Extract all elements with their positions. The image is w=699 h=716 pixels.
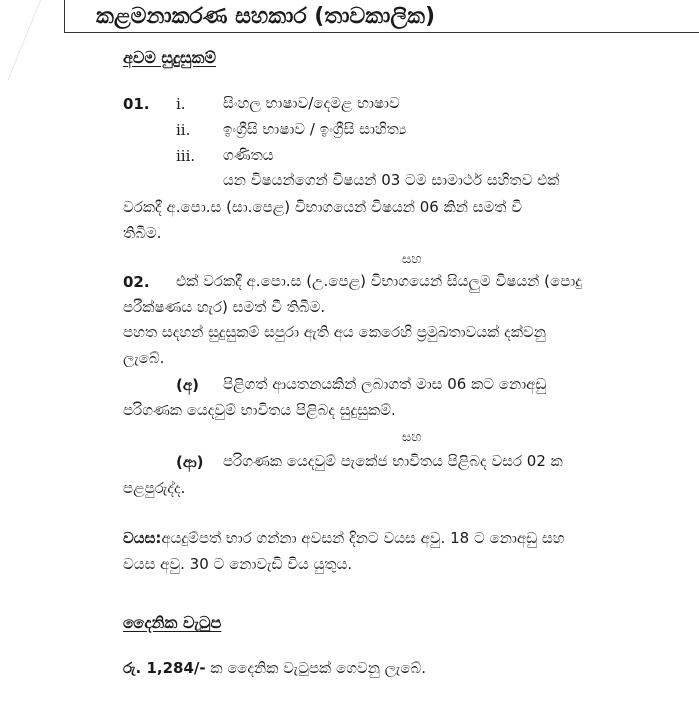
subject-roman-3: iii. <box>176 147 196 165</box>
item-02-line-1: එක් වරකදී අ.පො.ස (උ.පෙළ) විභාගයෙන් සියලුම විෂයන් (පොදු <box>176 272 582 290</box>
daily-wage-text: ක දෛනික වැටුපක් ගෙවනු ලැබේ. <box>210 659 427 677</box>
page-fold-mark <box>0 0 41 80</box>
page-title: කළමනාකරණ සහකාර (තාවකාලික) <box>96 4 436 29</box>
age-text: අයදුම්පත් භාර ගන්නා අවසන් දිනට වයස අවු. 18 ට නොඅඩු සහ <box>161 529 565 547</box>
option-aa-line-1: පරිගණක යෙදවුම් පැකේජ භාවිතය පිළිබද වසර 02 ක <box>223 452 563 470</box>
and-separator-1: සහ <box>402 252 422 267</box>
min-qualifications-heading: අවම සුදුසුකම් <box>123 48 217 67</box>
option-aa-label: (ආ) <box>176 453 204 471</box>
option-a-line-1: පිළිගත් ආයතනයකින් ලබාගත් මාස 06 කට නොඅඩු <box>223 375 547 393</box>
item-01-number: 01. <box>123 95 150 113</box>
option-a-label: (අ) <box>176 376 199 394</box>
item-01-para-line-3: තිබීම. <box>123 224 162 242</box>
subject-roman-1: i. <box>176 95 186 113</box>
item-01-para-line-1: යන විෂයන්ගෙන් විෂයන් 03 ටම සාමාර්ථ සහිතව එක් <box>223 171 560 189</box>
subject-text-2: ඉංග්‍රීසි භාෂාව / ඉංග්‍රීසි සාහිත්‍ය <box>223 120 407 138</box>
daily-wage-line <box>123 658 426 678</box>
option-aa-line-2: පළපුරුද්ද. <box>123 479 186 497</box>
age-line-2: වයස අවු. 30 ට නොවැඩි විය යුතුය. <box>123 555 353 573</box>
subject-text-3: ගණිතය <box>223 146 274 164</box>
daily-wage-heading: දෛනික වැටුප <box>123 613 222 632</box>
item-01-para-line-2: වරකදී අ.පො.ස (සා.පෙළ) විභාගයෙන් විෂයන් 06 කින් සමත් වී <box>123 198 523 216</box>
subject-roman-2: ii. <box>176 121 191 139</box>
item-02-number: 02. <box>123 273 150 291</box>
item-02-line-2: පරීක්ෂණය හැර) සමත් වී තිබීම. <box>123 298 326 316</box>
priority-line-1: පහත සදහන් සුදුසුකම් සපුරා ඇති අය කෙරෙහි ප්‍රමුඛතාවයක් දක්වනු <box>123 323 546 341</box>
subject-text-1: සිංහල භාෂාව/දෙමළ භාෂාව <box>223 94 400 112</box>
and-separator-2: සහ <box>402 430 422 445</box>
option-a-line-2: පරිගණක යෙදවුම් භාවිතය පිළිබද සුදුසුකම්. <box>123 401 396 419</box>
age-label: වයස: <box>123 529 162 547</box>
daily-wage-amount: රු. 1,284/- <box>123 659 206 677</box>
priority-line-2: ලැබේ. <box>123 349 165 367</box>
age-line-1 <box>123 528 565 548</box>
